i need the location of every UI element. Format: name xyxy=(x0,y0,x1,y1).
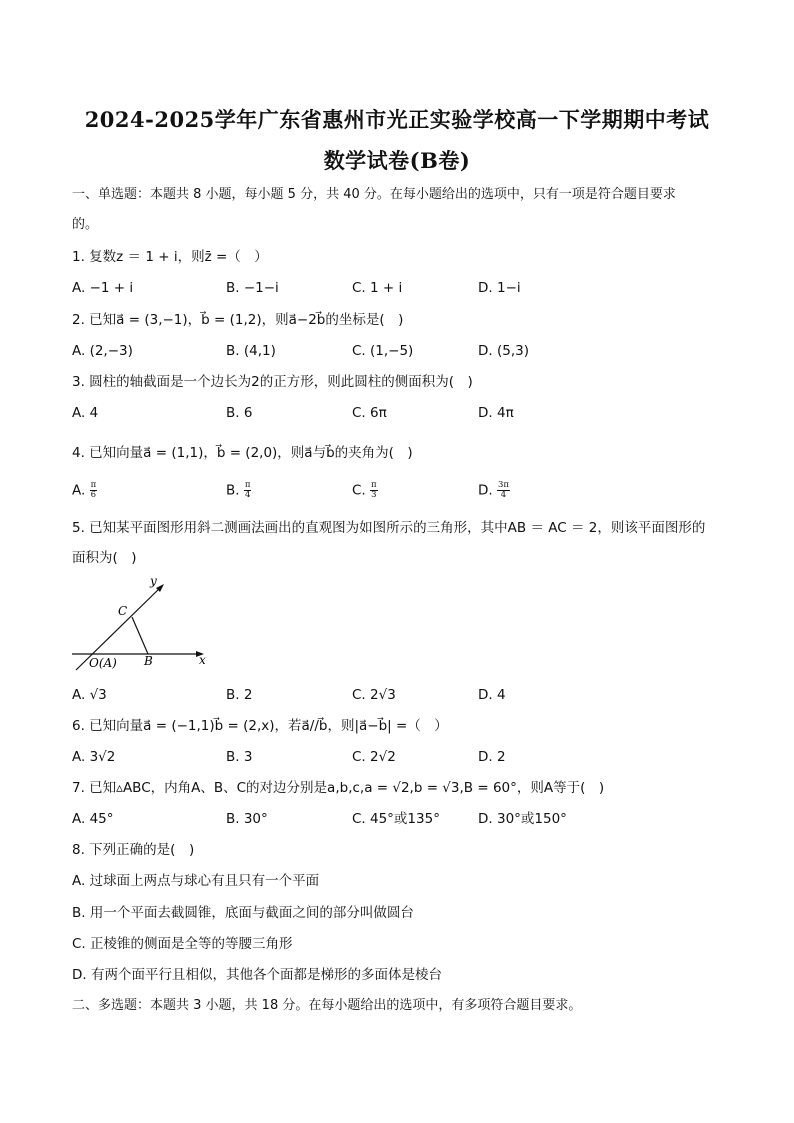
q1-option-c: C. 1 + i xyxy=(352,280,403,296)
q3-option-a: A. 4 xyxy=(72,405,99,421)
q5-stem-cont: 面积为( ) xyxy=(72,550,137,566)
q5-option-b: B. 2 xyxy=(226,687,253,703)
numerator: π xyxy=(90,480,97,490)
q1-option-d: D. 1−i xyxy=(478,280,521,296)
q4-option-b xyxy=(226,481,251,500)
denominator: 4 xyxy=(244,490,251,500)
numerator: 3π xyxy=(497,480,509,490)
q4-option-b-fraction xyxy=(244,481,252,500)
q7-option-a: A. 45° xyxy=(72,811,114,827)
x-axis-label: x xyxy=(199,653,206,667)
q8-option-b: B. 用一个平面去截圆锥，底面与截面之间的部分叫做圆台 xyxy=(72,905,414,921)
q4-option-d xyxy=(478,481,510,500)
exam-title: 2024-2025学年广东省惠州市光正实验学校高一下学期期中考试 xyxy=(84,107,710,132)
q4-option-d-fraction xyxy=(497,481,510,500)
numerator: π xyxy=(371,480,377,490)
denominator: 4 xyxy=(500,490,507,500)
section1-instruction-cont: 的。 xyxy=(72,217,99,232)
q6-option-c: C. 2√2 xyxy=(352,749,396,765)
denominator: 3 xyxy=(371,490,377,500)
q2-option-b: B. (4,1) xyxy=(226,343,276,359)
q6-option-a: A. 3√2 xyxy=(72,749,116,765)
numerator: π xyxy=(244,480,251,490)
q4-option-b-label: B. xyxy=(226,482,240,499)
q4-option-a-label: A. xyxy=(72,482,86,499)
q8-option-a: A. 过球面上两点与球心有且只有一个平面 xyxy=(72,873,320,889)
q8-option-d: D. 有两个面平行且相似，其他各个面都是梯形的多面体是棱台 xyxy=(72,967,442,983)
point-o-label: O(A) xyxy=(89,656,117,670)
q7-option-c: C. 45°或135° xyxy=(352,811,440,827)
q7-stem: 7. 已知▵ABC，内角A、B、C的对边分别是a,b,c,a = √2,b = √3,B = 60°，则A等于( ) xyxy=(72,780,605,796)
q5-option-c: C. 2√3 xyxy=(352,687,396,703)
q4-option-c xyxy=(352,481,378,500)
point-b-label: B xyxy=(144,654,153,668)
exam-subtitle: 数学试卷(B卷) xyxy=(323,148,471,173)
q2-option-c: C. (1,−5) xyxy=(352,343,414,359)
q6-stem: 6. 已知向量a⃗ = (−1,1)b⃗ = (2,x)，若a⃗//b⃗，则|a⃗−b⃗| =（ ） xyxy=(72,718,448,734)
q8-stem: 8. 下列正确的是( ) xyxy=(72,842,195,858)
q1-option-b: B. −1−i xyxy=(226,280,279,296)
q5-stem: 5. 已知某平面图形用斜二测画法画出的直观图为如图所示的三角形，其中AB ＝ AC ＝ 2，则该平面图形的 xyxy=(72,520,706,536)
q3-option-d: D. 4π xyxy=(478,405,514,421)
q3-option-b: B. 6 xyxy=(226,405,253,421)
q6-option-b: B. 3 xyxy=(226,749,253,765)
q7-option-d: D. 30°或150° xyxy=(478,811,567,827)
section2-instruction: 二、多选题：本题共 3 小题，共 18 分。在每小题给出的选项中，有多项符合题目要求。 xyxy=(72,998,582,1013)
q7-option-b: B. 30° xyxy=(226,811,268,827)
q8-option-c: C. 正棱锥的侧面是全等的等腰三角形 xyxy=(72,936,293,952)
q3-stem: 3. 圆柱的轴截面是一个边长为2的正方形，则此圆柱的侧面积为( ) xyxy=(72,374,473,390)
segment-cb xyxy=(132,617,148,654)
q4-stem: 4. 已知向量a⃗ = (1,1)，b⃗ = (2,0)，则a⃗与b⃗的夹角为( ) xyxy=(72,445,413,461)
q5-option-d: D. 4 xyxy=(478,687,506,703)
oblique-projection-figure xyxy=(70,572,210,672)
q3-option-c: C. 6π xyxy=(352,405,387,421)
q1-stem: 1. 复数z ＝ 1 + i，则z̄ =（ ） xyxy=(72,249,268,265)
q1-option-a: A. −1 + i xyxy=(72,280,134,296)
q2-stem: 2. 已知a⃗ = (3,−1)，b⃗ = (1,2)，则a⃗−2b⃗的坐标是( ) xyxy=(72,312,404,328)
point-c-label: C xyxy=(118,604,128,618)
q6-option-d: D. 2 xyxy=(478,749,506,765)
q4-option-a-fraction xyxy=(90,481,98,500)
q4-option-d-label: D. xyxy=(478,482,493,499)
q4-option-c-label: C. xyxy=(352,482,366,499)
q5-option-a: A. √3 xyxy=(72,687,107,703)
q2-option-a: A. (2,−3) xyxy=(72,343,133,359)
section1-instruction: 一、单选题：本题共 8 小题，每小题 5 分，共 40 分。在每小题给出的选项中，只有一项是符合题目要求 xyxy=(72,187,676,202)
q2-option-d: D. (5,3) xyxy=(478,343,529,359)
q4-option-a xyxy=(72,481,97,500)
q4-option-c-fraction xyxy=(370,481,378,500)
y-axis-label: y xyxy=(150,574,157,588)
denominator: 6 xyxy=(90,490,97,500)
